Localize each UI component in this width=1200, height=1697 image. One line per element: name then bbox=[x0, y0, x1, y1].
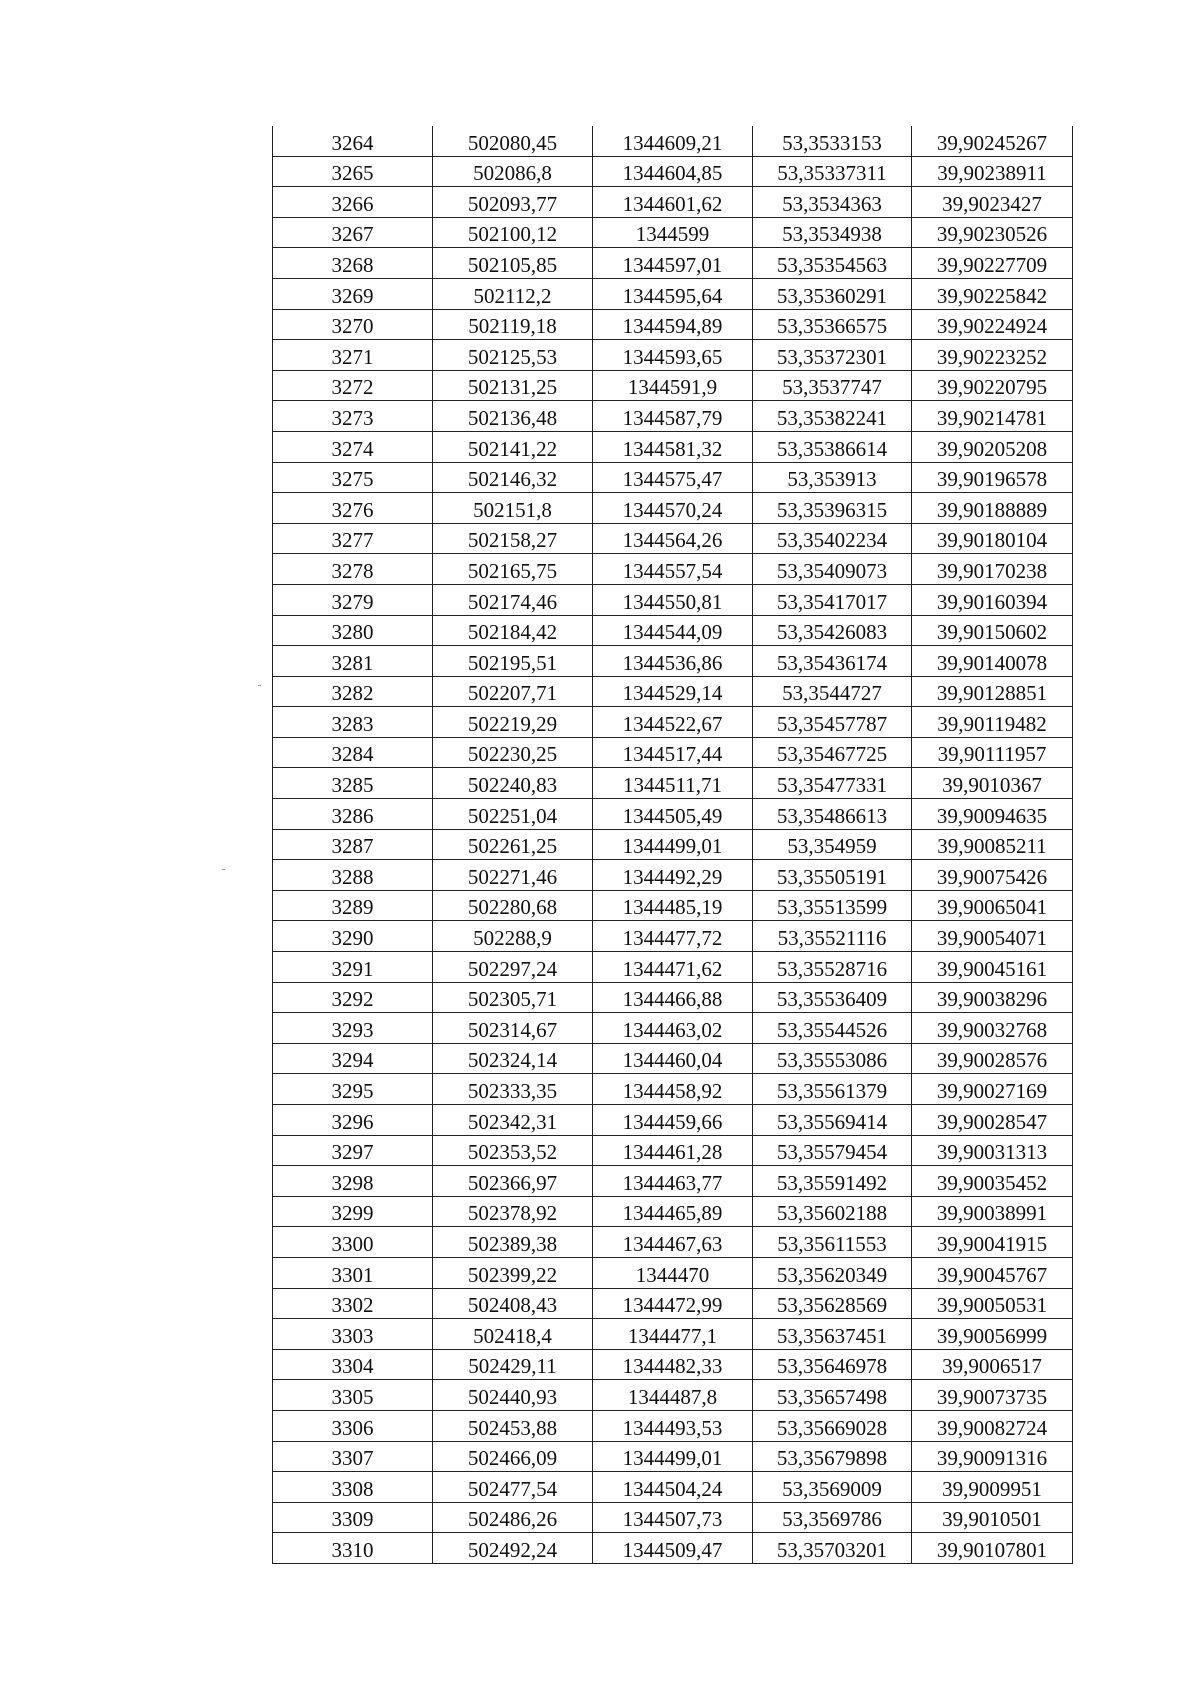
x-coordinate-cell: 502324,14 bbox=[433, 1043, 593, 1074]
table-row bbox=[273, 431, 1073, 462]
latitude-cell: 53,3534938 bbox=[753, 217, 912, 248]
point-number-cell: 3278 bbox=[273, 554, 433, 585]
longitude-cell: 39,90214781 bbox=[912, 401, 1073, 432]
table-row bbox=[273, 1441, 1073, 1472]
x-coordinate-cell: 502466,09 bbox=[433, 1441, 593, 1472]
y-coordinate-cell: 1344564,26 bbox=[593, 523, 753, 554]
longitude-cell: 39,90230526 bbox=[912, 217, 1073, 248]
latitude-cell: 53,3534363 bbox=[753, 187, 912, 218]
longitude-cell: 39,9010501 bbox=[912, 1502, 1073, 1533]
table-row bbox=[273, 248, 1073, 279]
y-coordinate-cell: 1344529,14 bbox=[593, 676, 753, 707]
x-coordinate-cell: 502080,45 bbox=[433, 126, 593, 156]
y-coordinate-cell: 1344594,89 bbox=[593, 309, 753, 340]
latitude-cell: 53,35602188 bbox=[753, 1196, 912, 1227]
table-row bbox=[273, 860, 1073, 891]
longitude-cell: 39,90054071 bbox=[912, 921, 1073, 952]
longitude-cell: 39,90128851 bbox=[912, 676, 1073, 707]
y-coordinate-cell: 1344499,01 bbox=[593, 829, 753, 860]
longitude-cell: 39,90111957 bbox=[912, 737, 1073, 768]
y-coordinate-cell: 1344517,44 bbox=[593, 737, 753, 768]
latitude-cell: 53,35536409 bbox=[753, 982, 912, 1013]
latitude-cell: 53,35669028 bbox=[753, 1410, 912, 1441]
table-row bbox=[273, 1349, 1073, 1380]
latitude-cell: 53,35457787 bbox=[753, 707, 912, 738]
latitude-cell: 53,35360291 bbox=[753, 278, 912, 309]
latitude-cell: 53,35620349 bbox=[753, 1257, 912, 1288]
table-row bbox=[273, 1227, 1073, 1258]
table-row bbox=[273, 1257, 1073, 1288]
table-row bbox=[273, 126, 1073, 156]
point-number-cell: 3296 bbox=[273, 1105, 433, 1136]
point-number-cell: 3273 bbox=[273, 401, 433, 432]
longitude-cell: 39,9009951 bbox=[912, 1472, 1073, 1503]
longitude-cell: 39,9010367 bbox=[912, 768, 1073, 799]
x-coordinate-cell: 502125,53 bbox=[433, 340, 593, 371]
point-number-cell: 3303 bbox=[273, 1319, 433, 1350]
latitude-cell: 53,35561379 bbox=[753, 1074, 912, 1105]
x-coordinate-cell: 502280,68 bbox=[433, 890, 593, 921]
point-number-cell: 3302 bbox=[273, 1288, 433, 1319]
longitude-cell: 39,90032768 bbox=[912, 1013, 1073, 1044]
x-coordinate-cell: 502378,92 bbox=[433, 1196, 593, 1227]
x-coordinate-cell: 502486,26 bbox=[433, 1502, 593, 1533]
longitude-cell: 39,90027169 bbox=[912, 1074, 1073, 1105]
table-row bbox=[273, 982, 1073, 1013]
longitude-cell: 39,90091316 bbox=[912, 1441, 1073, 1472]
longitude-cell: 39,90107801 bbox=[912, 1533, 1073, 1564]
point-number-cell: 3295 bbox=[273, 1074, 433, 1105]
table-row bbox=[273, 1074, 1073, 1105]
table-row bbox=[273, 156, 1073, 187]
point-number-cell: 3289 bbox=[273, 890, 433, 921]
y-coordinate-cell: 1344557,54 bbox=[593, 554, 753, 585]
point-number-cell: 3279 bbox=[273, 584, 433, 615]
latitude-cell: 53,35657498 bbox=[753, 1380, 912, 1411]
x-coordinate-cell: 502195,51 bbox=[433, 646, 593, 677]
longitude-cell: 39,90045161 bbox=[912, 952, 1073, 983]
longitude-cell: 39,90150602 bbox=[912, 615, 1073, 646]
latitude-cell: 53,3569009 bbox=[753, 1472, 912, 1503]
point-number-cell: 3265 bbox=[273, 156, 433, 187]
table-row bbox=[273, 1196, 1073, 1227]
x-coordinate-cell: 502219,29 bbox=[433, 707, 593, 738]
longitude-cell: 39,90065041 bbox=[912, 890, 1073, 921]
table-row bbox=[273, 615, 1073, 646]
y-coordinate-cell: 1344597,01 bbox=[593, 248, 753, 279]
point-number-cell: 3287 bbox=[273, 829, 433, 860]
latitude-cell: 53,3537747 bbox=[753, 370, 912, 401]
x-coordinate-cell: 502261,25 bbox=[433, 829, 593, 860]
point-number-cell: 3274 bbox=[273, 431, 433, 462]
table-row bbox=[273, 462, 1073, 493]
x-coordinate-cell: 502399,22 bbox=[433, 1257, 593, 1288]
table-row bbox=[273, 1533, 1073, 1564]
latitude-cell: 53,354959 bbox=[753, 829, 912, 860]
longitude-cell: 39,90180104 bbox=[912, 523, 1073, 554]
point-number-cell: 3276 bbox=[273, 493, 433, 524]
point-number-cell: 3271 bbox=[273, 340, 433, 371]
y-coordinate-cell: 1344575,47 bbox=[593, 462, 753, 493]
latitude-cell: 53,35679898 bbox=[753, 1441, 912, 1472]
y-coordinate-cell: 1344599 bbox=[593, 217, 753, 248]
y-coordinate-cell: 1344492,29 bbox=[593, 860, 753, 891]
x-coordinate-cell: 502297,24 bbox=[433, 952, 593, 983]
point-number-cell: 3306 bbox=[273, 1410, 433, 1441]
latitude-cell: 53,35703201 bbox=[753, 1533, 912, 1564]
table-row bbox=[273, 1380, 1073, 1411]
x-coordinate-cell: 502174,46 bbox=[433, 584, 593, 615]
x-coordinate-cell: 502305,71 bbox=[433, 982, 593, 1013]
y-coordinate-cell: 1344477,72 bbox=[593, 921, 753, 952]
point-number-cell: 3301 bbox=[273, 1257, 433, 1288]
latitude-cell: 53,35372301 bbox=[753, 340, 912, 371]
x-coordinate-cell: 502418,4 bbox=[433, 1319, 593, 1350]
latitude-cell: 53,35521116 bbox=[753, 921, 912, 952]
latitude-cell: 53,35528716 bbox=[753, 952, 912, 983]
table-row bbox=[273, 768, 1073, 799]
point-number-cell: 3283 bbox=[273, 707, 433, 738]
x-coordinate-cell: 502408,43 bbox=[433, 1288, 593, 1319]
table-row bbox=[273, 890, 1073, 921]
x-coordinate-cell: 502477,54 bbox=[433, 1472, 593, 1503]
x-coordinate-cell: 502100,12 bbox=[433, 217, 593, 248]
y-coordinate-cell: 1344522,67 bbox=[593, 707, 753, 738]
longitude-cell: 39,9006517 bbox=[912, 1349, 1073, 1380]
longitude-cell: 39,90205208 bbox=[912, 431, 1073, 462]
latitude-cell: 53,35505191 bbox=[753, 860, 912, 891]
latitude-cell: 53,35646978 bbox=[753, 1349, 912, 1380]
latitude-cell: 53,35402234 bbox=[753, 523, 912, 554]
table-row bbox=[273, 1105, 1073, 1136]
longitude-cell: 39,90035452 bbox=[912, 1166, 1073, 1197]
table-row bbox=[273, 554, 1073, 585]
y-coordinate-cell: 1344472,99 bbox=[593, 1288, 753, 1319]
point-number-cell: 3308 bbox=[273, 1472, 433, 1503]
latitude-cell: 53,353913 bbox=[753, 462, 912, 493]
point-number-cell: 3280 bbox=[273, 615, 433, 646]
x-coordinate-cell: 502342,31 bbox=[433, 1105, 593, 1136]
coordinates-table bbox=[272, 126, 1073, 1564]
y-coordinate-cell: 1344507,73 bbox=[593, 1502, 753, 1533]
x-coordinate-cell: 502240,83 bbox=[433, 768, 593, 799]
point-number-cell: 3290 bbox=[273, 921, 433, 952]
x-coordinate-cell: 502288,9 bbox=[433, 921, 593, 952]
y-coordinate-cell: 1344463,02 bbox=[593, 1013, 753, 1044]
x-coordinate-cell: 502353,52 bbox=[433, 1135, 593, 1166]
latitude-cell: 53,35426083 bbox=[753, 615, 912, 646]
longitude-cell: 39,90073735 bbox=[912, 1380, 1073, 1411]
y-coordinate-cell: 1344460,04 bbox=[593, 1043, 753, 1074]
y-coordinate-cell: 1344459,66 bbox=[593, 1105, 753, 1136]
table-row bbox=[273, 707, 1073, 738]
y-coordinate-cell: 1344550,81 bbox=[593, 584, 753, 615]
point-number-cell: 3281 bbox=[273, 646, 433, 677]
longitude-cell: 39,90245267 bbox=[912, 126, 1073, 156]
point-number-cell: 3275 bbox=[273, 462, 433, 493]
table-row bbox=[273, 1410, 1073, 1441]
x-coordinate-cell: 502333,35 bbox=[433, 1074, 593, 1105]
y-coordinate-cell: 1344581,32 bbox=[593, 431, 753, 462]
table-row bbox=[273, 1319, 1073, 1350]
latitude-cell: 53,35513599 bbox=[753, 890, 912, 921]
x-coordinate-cell: 502314,67 bbox=[433, 1013, 593, 1044]
y-coordinate-cell: 1344470 bbox=[593, 1257, 753, 1288]
x-coordinate-cell: 502151,8 bbox=[433, 493, 593, 524]
y-coordinate-cell: 1344487,8 bbox=[593, 1380, 753, 1411]
table-row bbox=[273, 1502, 1073, 1533]
x-coordinate-cell: 502146,32 bbox=[433, 462, 593, 493]
point-number-cell: 3284 bbox=[273, 737, 433, 768]
x-coordinate-cell: 502141,22 bbox=[433, 431, 593, 462]
point-number-cell: 3309 bbox=[273, 1502, 433, 1533]
y-coordinate-cell: 1344604,85 bbox=[593, 156, 753, 187]
latitude-cell: 53,35486613 bbox=[753, 799, 912, 830]
longitude-cell: 39,90056999 bbox=[912, 1319, 1073, 1350]
longitude-cell: 39,90075426 bbox=[912, 860, 1073, 891]
latitude-cell: 53,35544526 bbox=[753, 1013, 912, 1044]
longitude-cell: 39,90160394 bbox=[912, 584, 1073, 615]
x-coordinate-cell: 502271,46 bbox=[433, 860, 593, 891]
point-number-cell: 3285 bbox=[273, 768, 433, 799]
table-row bbox=[273, 309, 1073, 340]
latitude-cell: 53,35579454 bbox=[753, 1135, 912, 1166]
x-coordinate-cell: 502251,04 bbox=[433, 799, 593, 830]
table-row bbox=[273, 278, 1073, 309]
y-coordinate-cell: 1344536,86 bbox=[593, 646, 753, 677]
point-number-cell: 3291 bbox=[273, 952, 433, 983]
x-coordinate-cell: 502207,71 bbox=[433, 676, 593, 707]
y-coordinate-cell: 1344465,89 bbox=[593, 1196, 753, 1227]
table-row bbox=[273, 646, 1073, 677]
table-row bbox=[273, 1288, 1073, 1319]
x-coordinate-cell: 502158,27 bbox=[433, 523, 593, 554]
y-coordinate-cell: 1344499,01 bbox=[593, 1441, 753, 1472]
x-coordinate-cell: 502136,48 bbox=[433, 401, 593, 432]
latitude-cell: 53,35382241 bbox=[753, 401, 912, 432]
y-coordinate-cell: 1344466,88 bbox=[593, 982, 753, 1013]
point-number-cell: 3300 bbox=[273, 1227, 433, 1258]
y-coordinate-cell: 1344471,62 bbox=[593, 952, 753, 983]
table-row bbox=[273, 737, 1073, 768]
y-coordinate-cell: 1344461,28 bbox=[593, 1135, 753, 1166]
longitude-cell: 39,90119482 bbox=[912, 707, 1073, 738]
y-coordinate-cell: 1344587,79 bbox=[593, 401, 753, 432]
point-number-cell: 3282 bbox=[273, 676, 433, 707]
point-number-cell: 3277 bbox=[273, 523, 433, 554]
point-number-cell: 3294 bbox=[273, 1043, 433, 1074]
x-coordinate-cell: 502440,93 bbox=[433, 1380, 593, 1411]
longitude-cell: 39,90082724 bbox=[912, 1410, 1073, 1441]
longitude-cell: 39,90028547 bbox=[912, 1105, 1073, 1136]
longitude-cell: 39,90140078 bbox=[912, 646, 1073, 677]
latitude-cell: 53,35553086 bbox=[753, 1043, 912, 1074]
point-number-cell: 3297 bbox=[273, 1135, 433, 1166]
latitude-cell: 53,35477331 bbox=[753, 768, 912, 799]
table-row bbox=[273, 340, 1073, 371]
longitude-cell: 39,90038296 bbox=[912, 982, 1073, 1013]
x-coordinate-cell: 502131,25 bbox=[433, 370, 593, 401]
longitude-cell: 39,90238911 bbox=[912, 156, 1073, 187]
longitude-cell: 39,90223252 bbox=[912, 340, 1073, 371]
table-row bbox=[273, 187, 1073, 218]
latitude-cell: 53,35569414 bbox=[753, 1105, 912, 1136]
point-number-cell: 3269 bbox=[273, 278, 433, 309]
table-row bbox=[273, 952, 1073, 983]
longitude-cell: 39,90050531 bbox=[912, 1288, 1073, 1319]
point-number-cell: 3307 bbox=[273, 1441, 433, 1472]
table-row bbox=[273, 584, 1073, 615]
latitude-cell: 53,35396315 bbox=[753, 493, 912, 524]
longitude-cell: 39,90041915 bbox=[912, 1227, 1073, 1258]
table-row bbox=[273, 676, 1073, 707]
latitude-cell: 53,3569786 bbox=[753, 1502, 912, 1533]
table-row bbox=[273, 401, 1073, 432]
point-number-cell: 3266 bbox=[273, 187, 433, 218]
point-number-cell: 3268 bbox=[273, 248, 433, 279]
longitude-cell: 39,90224924 bbox=[912, 309, 1073, 340]
longitude-cell: 39,90170238 bbox=[912, 554, 1073, 585]
table-row bbox=[273, 1166, 1073, 1197]
latitude-cell: 53,35386614 bbox=[753, 431, 912, 462]
point-number-cell: 3305 bbox=[273, 1380, 433, 1411]
table-row bbox=[273, 1472, 1073, 1503]
latitude-cell: 53,35611553 bbox=[753, 1227, 912, 1258]
point-number-cell: 3298 bbox=[273, 1166, 433, 1197]
table-row bbox=[273, 493, 1073, 524]
longitude-cell: 39,90028576 bbox=[912, 1043, 1073, 1074]
longitude-cell: 39,90227709 bbox=[912, 248, 1073, 279]
point-number-cell: 3293 bbox=[273, 1013, 433, 1044]
x-coordinate-cell: 502230,25 bbox=[433, 737, 593, 768]
y-coordinate-cell: 1344485,19 bbox=[593, 890, 753, 921]
y-coordinate-cell: 1344505,49 bbox=[593, 799, 753, 830]
x-coordinate-cell: 502165,75 bbox=[433, 554, 593, 585]
y-coordinate-cell: 1344458,92 bbox=[593, 1074, 753, 1105]
longitude-cell: 39,90085211 bbox=[912, 829, 1073, 860]
table-row bbox=[273, 217, 1073, 248]
table-row bbox=[273, 1043, 1073, 1074]
longitude-cell: 39,90031313 bbox=[912, 1135, 1073, 1166]
table-row bbox=[273, 799, 1073, 830]
longitude-cell: 39,90196578 bbox=[912, 462, 1073, 493]
latitude-cell: 53,3544727 bbox=[753, 676, 912, 707]
y-coordinate-cell: 1344593,65 bbox=[593, 340, 753, 371]
point-number-cell: 3292 bbox=[273, 982, 433, 1013]
latitude-cell: 53,35591492 bbox=[753, 1166, 912, 1197]
latitude-cell: 53,3533153 bbox=[753, 126, 912, 156]
x-coordinate-cell: 502086,8 bbox=[433, 156, 593, 187]
coordinates-table-body bbox=[273, 126, 1073, 1563]
longitude-cell: 39,90045767 bbox=[912, 1257, 1073, 1288]
longitude-cell: 39,90225842 bbox=[912, 278, 1073, 309]
table-row bbox=[273, 1013, 1073, 1044]
y-coordinate-cell: 1344477,1 bbox=[593, 1319, 753, 1350]
x-coordinate-cell: 502429,11 bbox=[433, 1349, 593, 1380]
latitude-cell: 53,35337311 bbox=[753, 156, 912, 187]
table-row bbox=[273, 829, 1073, 860]
latitude-cell: 53,35628569 bbox=[753, 1288, 912, 1319]
table-row bbox=[273, 523, 1073, 554]
x-coordinate-cell: 502453,88 bbox=[433, 1410, 593, 1441]
x-coordinate-cell: 502112,2 bbox=[433, 278, 593, 309]
latitude-cell: 53,35637451 bbox=[753, 1319, 912, 1350]
point-number-cell: 3304 bbox=[273, 1349, 433, 1380]
longitude-cell: 39,90220795 bbox=[912, 370, 1073, 401]
y-coordinate-cell: 1344511,71 bbox=[593, 768, 753, 799]
y-coordinate-cell: 1344609,21 bbox=[593, 126, 753, 156]
y-coordinate-cell: 1344509,47 bbox=[593, 1533, 753, 1564]
latitude-cell: 53,35354563 bbox=[753, 248, 912, 279]
y-coordinate-cell: 1344463,77 bbox=[593, 1166, 753, 1197]
latitude-cell: 53,35467725 bbox=[753, 737, 912, 768]
y-coordinate-cell: 1344570,24 bbox=[593, 493, 753, 524]
y-coordinate-cell: 1344467,63 bbox=[593, 1227, 753, 1258]
y-coordinate-cell: 1344601,62 bbox=[593, 187, 753, 218]
point-number-cell: 3310 bbox=[273, 1533, 433, 1564]
y-coordinate-cell: 1344493,53 bbox=[593, 1410, 753, 1441]
y-coordinate-cell: 1344544,09 bbox=[593, 615, 753, 646]
latitude-cell: 53,35366575 bbox=[753, 309, 912, 340]
x-coordinate-cell: 502119,18 bbox=[433, 309, 593, 340]
x-coordinate-cell: 502184,42 bbox=[433, 615, 593, 646]
point-number-cell: 3288 bbox=[273, 860, 433, 891]
point-number-cell: 3272 bbox=[273, 370, 433, 401]
y-coordinate-cell: 1344482,33 bbox=[593, 1349, 753, 1380]
x-coordinate-cell: 502105,85 bbox=[433, 248, 593, 279]
latitude-cell: 53,35409073 bbox=[753, 554, 912, 585]
point-number-cell: 3264 bbox=[273, 126, 433, 156]
point-number-cell: 3286 bbox=[273, 799, 433, 830]
x-coordinate-cell: 502366,97 bbox=[433, 1166, 593, 1197]
point-number-cell: 3299 bbox=[273, 1196, 433, 1227]
scan-speck bbox=[222, 869, 225, 870]
x-coordinate-cell: 502093,77 bbox=[433, 187, 593, 218]
latitude-cell: 53,35436174 bbox=[753, 646, 912, 677]
table-row bbox=[273, 370, 1073, 401]
scan-speck bbox=[258, 685, 261, 686]
longitude-cell: 39,9023427 bbox=[912, 187, 1073, 218]
point-number-cell: 3267 bbox=[273, 217, 433, 248]
point-number-cell: 3270 bbox=[273, 309, 433, 340]
longitude-cell: 39,90094635 bbox=[912, 799, 1073, 830]
y-coordinate-cell: 1344591,9 bbox=[593, 370, 753, 401]
table-row bbox=[273, 1135, 1073, 1166]
longitude-cell: 39,90188889 bbox=[912, 493, 1073, 524]
y-coordinate-cell: 1344595,64 bbox=[593, 278, 753, 309]
x-coordinate-cell: 502492,24 bbox=[433, 1533, 593, 1564]
table-row bbox=[273, 921, 1073, 952]
longitude-cell: 39,90038991 bbox=[912, 1196, 1073, 1227]
y-coordinate-cell: 1344504,24 bbox=[593, 1472, 753, 1503]
latitude-cell: 53,35417017 bbox=[753, 584, 912, 615]
x-coordinate-cell: 502389,38 bbox=[433, 1227, 593, 1258]
